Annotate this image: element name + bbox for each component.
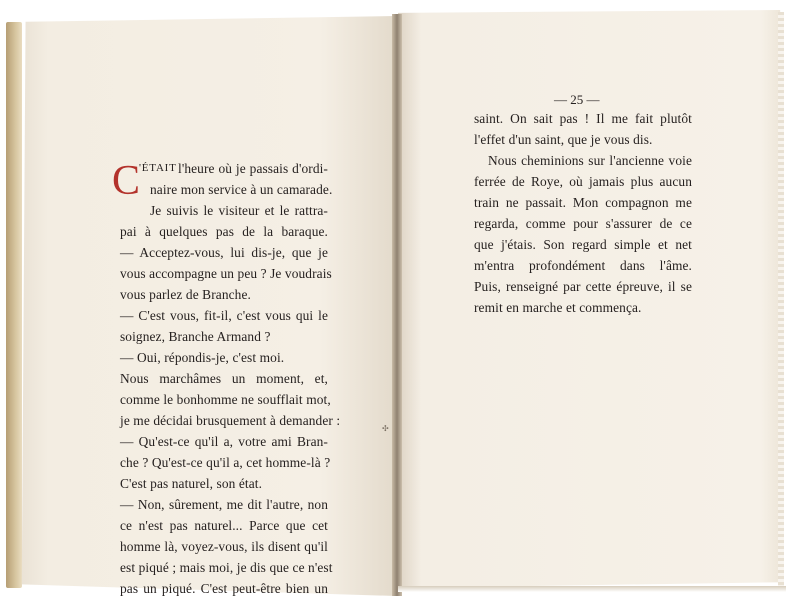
text-line: que j'étais. Son regard simple et net <box>474 237 692 252</box>
text-line: l'heure où je passais d'ordi- <box>178 161 328 176</box>
text-line: je me décidai brusquement à demander : <box>120 413 341 428</box>
page-shadow <box>398 586 786 592</box>
text-line: Je suivis le visiteur et le rattra- <box>150 203 328 218</box>
text-line: train ne passait. Mon compagnon me <box>474 195 692 210</box>
text-line: — C'est vous, fit-il, c'est vous qui le <box>120 308 328 323</box>
right-page-text <box>474 108 692 318</box>
text-line: — Qu'est-ce qu'il a, votre ami Bran- <box>120 434 328 449</box>
book-cover-edge <box>6 22 22 588</box>
fleuron-ornament-icon: ✣ <box>382 424 389 433</box>
text-line: — Acceptez-vous, lui dis-je, que je <box>120 245 328 260</box>
book-gutter <box>392 14 402 596</box>
left-page-text <box>120 158 341 599</box>
text-line: Puis, renseigné par cette épreuve, il se <box>474 279 692 294</box>
text-line: Nous marchâmes un moment, et, <box>120 371 328 386</box>
text-line: homme là, voyez-vous, ils disent qu'il <box>120 539 328 554</box>
text-line: C'est pas naturel, son état. <box>120 476 263 491</box>
text-line: — Non, sûrement, me dit l'autre, non <box>120 497 328 512</box>
text-line: naire mon service à un camarade. <box>150 182 333 197</box>
text-line: est piqué ; mais moi, je dis que ce n'est <box>120 560 333 575</box>
text-line: — Oui, répondis-je, c'est moi. <box>120 350 285 365</box>
text-line: saint. On sait pas ! Il me fait plutôt <box>474 111 692 126</box>
text-line: ce n'est pas naturel... Parce que cet <box>120 518 328 533</box>
text-line: comme le bonhomme ne soufflait mot, <box>120 392 331 407</box>
text-line: soignez, Branche Armand ? <box>120 329 271 344</box>
deckle-edge <box>778 12 784 588</box>
text-line: Nous cheminions sur l'ancienne voie <box>488 153 692 168</box>
text-line: ferrée de Roye, où jamais plus aucun <box>474 174 692 189</box>
text-line: che ? Qu'est-ce qu'il a, cet homme-là ? <box>120 455 331 470</box>
text-line: m'entra profondément dans l'âme. <box>474 258 692 273</box>
page-number: — 25 — <box>554 92 600 107</box>
text-line: pas un piqué. C'est peut-être bien un <box>120 581 328 596</box>
text-line: l'effet d'un saint, que je vous dis. <box>474 132 653 147</box>
text-line: vous accompagne un peu ? Je voudrais <box>120 266 332 281</box>
text-line: remit en marche et commença. <box>474 300 642 315</box>
text-line: regarda, comme pour s'assurer de ce <box>474 216 692 231</box>
text-line: pai à quelques pas de la baraque. <box>120 224 328 239</box>
drop-cap: C <box>112 158 141 204</box>
text-line: vous parlez de Branche. <box>120 287 251 302</box>
opening-word: 'ÉTAIT <box>139 162 177 174</box>
